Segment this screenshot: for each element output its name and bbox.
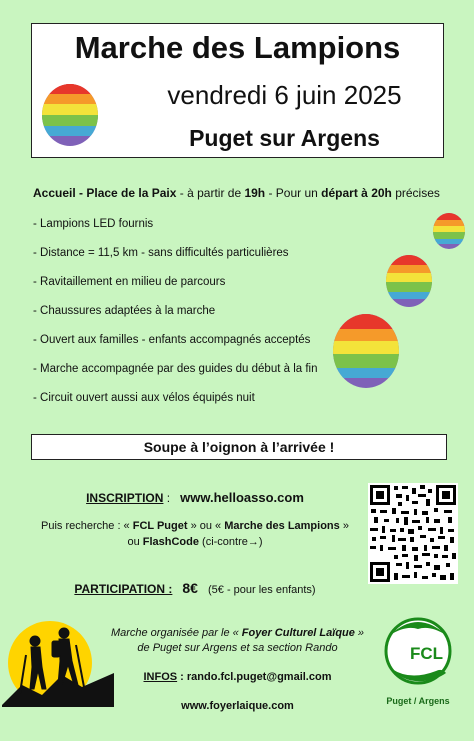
info-bullet: - Ouvert aux familles - enfants accompagnés acceptés xyxy=(33,334,311,346)
page-title: Marche des Lampions xyxy=(74,30,401,65)
fcl-logo xyxy=(380,613,456,691)
search-instructions: Puis recherche : « FCL Puget » ou « Marche des Lampions » xyxy=(41,520,349,532)
lantern-illustration xyxy=(331,313,401,389)
lantern-illustration xyxy=(40,82,102,148)
logo-caption: Puget / Argens xyxy=(386,696,450,706)
info-bullet: - Marche accompagnée par des guides du début à la fin xyxy=(33,363,318,375)
participation-line: PARTICIPATION : 8€ (5€ - pour les enfants) xyxy=(74,580,316,596)
contact-email[interactable]: : rando.fcl.puget@gmail.com xyxy=(177,671,332,683)
inscription-line: INSCRIPTION : www.helloasso.com xyxy=(86,490,304,505)
info-bullet: - Lampions LED fournis xyxy=(33,218,154,230)
price: 8€ xyxy=(182,580,198,596)
accueil-line: Accueil - Place de la Paix - à partir de 19h - Pour un départ à 20h précises xyxy=(33,186,440,200)
qr-code[interactable] xyxy=(368,483,458,584)
svg-text:FCL: FCL xyxy=(410,644,444,663)
info-bullet: - Circuit ouvert aussi aux vélos équipés nuit xyxy=(33,392,255,404)
event-city: Puget sur Argens xyxy=(189,125,380,151)
lantern-illustration xyxy=(432,212,466,250)
info-bullet: - Chaussures adaptées à la marche xyxy=(33,305,216,317)
organisation-line: Marche organisée par le « Foyer Culturel Laïque » xyxy=(110,627,365,639)
event-date: vendredi 6 juin 2025 xyxy=(167,80,402,110)
infos-line: INFOS : rando.fcl.puget@gmail.com xyxy=(143,671,332,683)
helloasso-link[interactable]: www.helloasso.com xyxy=(180,490,304,505)
soupe-banner: Soupe à l’oignon à l’arrivée ! xyxy=(31,434,447,460)
flashcode-instructions: ou FlashCode (ci-contre→) xyxy=(127,536,263,548)
lantern-illustration xyxy=(385,254,433,308)
website-link[interactable]: www.foyerlaique.com xyxy=(181,700,294,712)
info-bullet: - Ravitaillement en milieu de parcours xyxy=(33,276,226,288)
organisation-subline: de Puget sur Argens et sa section Rando xyxy=(137,642,338,654)
info-bullet: - Distance = 11,5 km - sans difficultés particulières xyxy=(33,247,289,259)
hikers-icon xyxy=(2,615,114,707)
